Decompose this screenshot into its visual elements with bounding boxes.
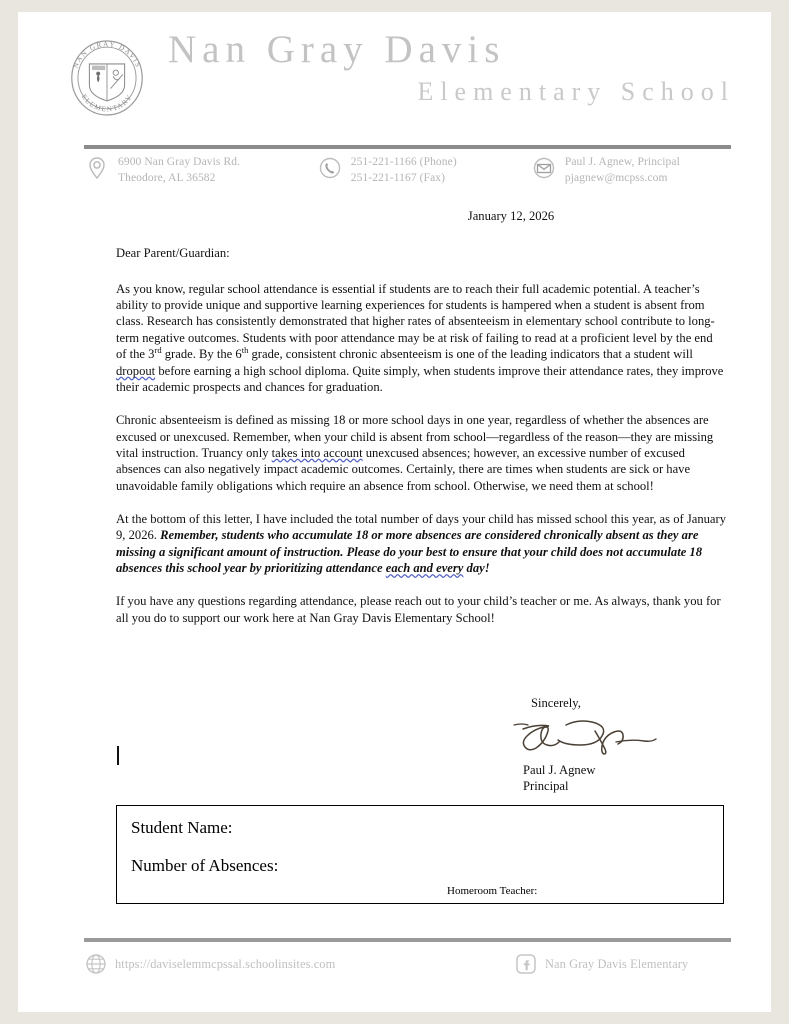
p2-text-a: Chronic absenteeism is defined as missing 18 or more school days in one year, regardless of whether the absences are excused or unexcused. Remember, when your child is absent from school—regardless of the reason—they are missing vital instruction. Truancy only	[116, 413, 714, 460]
p1-text-b: grade. By the 6	[161, 347, 242, 362]
p3-emphasis-b: day!	[463, 561, 490, 576]
letter-body	[116, 208, 726, 643]
website-url[interactable]: https://daviselemmcpssal.schoolinsites.com	[115, 956, 336, 971]
spellcheck-phrase-takes-into-account[interactable]: takes into account	[271, 445, 363, 460]
paragraph-4: If you have any questions regarding attendance, please reach out to your child’s teacher or me. As always, thank you for all you do to support our work here at Nan Gray Davis Elementary School!	[116, 594, 721, 625]
phone-text	[351, 154, 457, 186]
p2-text-b: unexcused absences; however, an excessive number of excused absences can also negatively impact academic outcomes. Certainly, there are times when students are sick or have unavoidable family obligations which require an absence from school. Otherwise, we need them at school!	[116, 445, 691, 493]
p3-text-a: At the bottom of this letter, I have included the total number of days your child has missed school this year, as of January 9, 2026.	[116, 512, 726, 543]
phone-line-2: 251-221-1167 (Fax)	[350, 171, 446, 184]
svg-text:NAN GRAY DAVIS: NAN GRAY DAVIS	[71, 40, 143, 70]
location-pin-icon	[84, 155, 110, 181]
paragraph-2	[116, 412, 726, 494]
letterhead	[18, 12, 771, 120]
address-line-1: 6900 Nan Gray Davis Rd.	[118, 156, 241, 168]
p1-text-d: before earning a high school diploma. Quite simply, when students improve their attendance rates, they improve their academic prospects and chances for graduation.	[116, 363, 724, 394]
student-name-label: Student Name:	[131, 818, 233, 837]
globe-icon	[84, 952, 108, 976]
school-name-block	[168, 30, 737, 105]
footer-divider	[84, 938, 731, 942]
homeroom-teacher-label: Homeroom Teacher:	[447, 885, 538, 897]
school-name-primary: Nan Gray Davis	[168, 28, 506, 71]
contact-address	[84, 154, 317, 186]
facebook-page-name[interactable]: Nan Gray Davis Elementary	[545, 956, 689, 971]
p1-superscript-th: th	[241, 344, 249, 355]
spellcheck-word-dropout[interactable]: dropout	[116, 363, 156, 378]
p1-superscript-rd: rd	[154, 344, 162, 355]
email-text	[565, 154, 680, 186]
text-cursor-caret	[117, 746, 119, 765]
footer-facebook[interactable]	[514, 952, 688, 976]
school-seal-icon	[63, 34, 151, 122]
envelope-icon	[531, 155, 557, 181]
closing-salutation: Sincerely,	[531, 696, 581, 710]
spellcheck-phrase-each-and-every[interactable]: each and every	[385, 561, 464, 576]
p3-emphasis-a: Remember, students who accumulate 18 or more absences are considered chronically absent as they are missing a significant amount of instruction. Please do your best to ensure that your child does not accumulate 18 absences this school year by prioritizing attendance	[116, 528, 703, 576]
student-info-box	[116, 805, 724, 904]
address-text	[118, 154, 240, 186]
contact-email	[531, 154, 731, 186]
signer-title: Principal	[523, 778, 569, 793]
p1-text-a: As you know, regular school attendance is essential if students are to reach their full academic potential. A teacher’s ability to provide unique and supportive learning experiences for students is hampered when a student is absent from class. Research has consistently demonstrated that higher rates of absenteeism in elementary school contribute to long-term negative outcomes. Students with poor attendance may be at risk of failing to read at a proficient level by the end of the 3	[116, 281, 715, 362]
paragraph-1	[116, 281, 726, 396]
paragraph-3	[116, 511, 726, 576]
svg-text:ELEMENTARY: ELEMENTARY	[79, 92, 135, 114]
p1-text-c: grade, consistent chronic absenteeism is one of the leading indicators that a student will	[248, 347, 693, 362]
school-name-secondary: Elementary School	[417, 77, 735, 106]
header-divider	[84, 145, 731, 149]
facebook-icon	[514, 952, 538, 976]
principal-name: Paul J. Agnew, Principal	[564, 156, 680, 168]
handwritten-signature-image	[511, 713, 701, 761]
signer-name: Paul J. Agnew	[523, 763, 596, 777]
footer-website[interactable]	[84, 952, 514, 976]
address-line-2: Theodore, AL 36582	[118, 171, 216, 184]
letter-page	[18, 12, 771, 1012]
letter-salutation: Dear Parent/Guardian:	[116, 246, 230, 261]
principal-email[interactable]: pjagnew@mcpss.com	[564, 171, 668, 184]
signature-block	[523, 696, 753, 794]
signer-info	[523, 763, 753, 794]
phone-line-1: 251-221-1166 (Phone)	[350, 156, 457, 168]
contact-phone	[317, 154, 531, 186]
phone-icon	[317, 155, 343, 181]
contact-row	[84, 154, 731, 186]
footer-row	[84, 952, 731, 976]
absences-label: Number of Absences:	[131, 856, 279, 875]
letter-date: January 12, 2026	[467, 209, 555, 223]
